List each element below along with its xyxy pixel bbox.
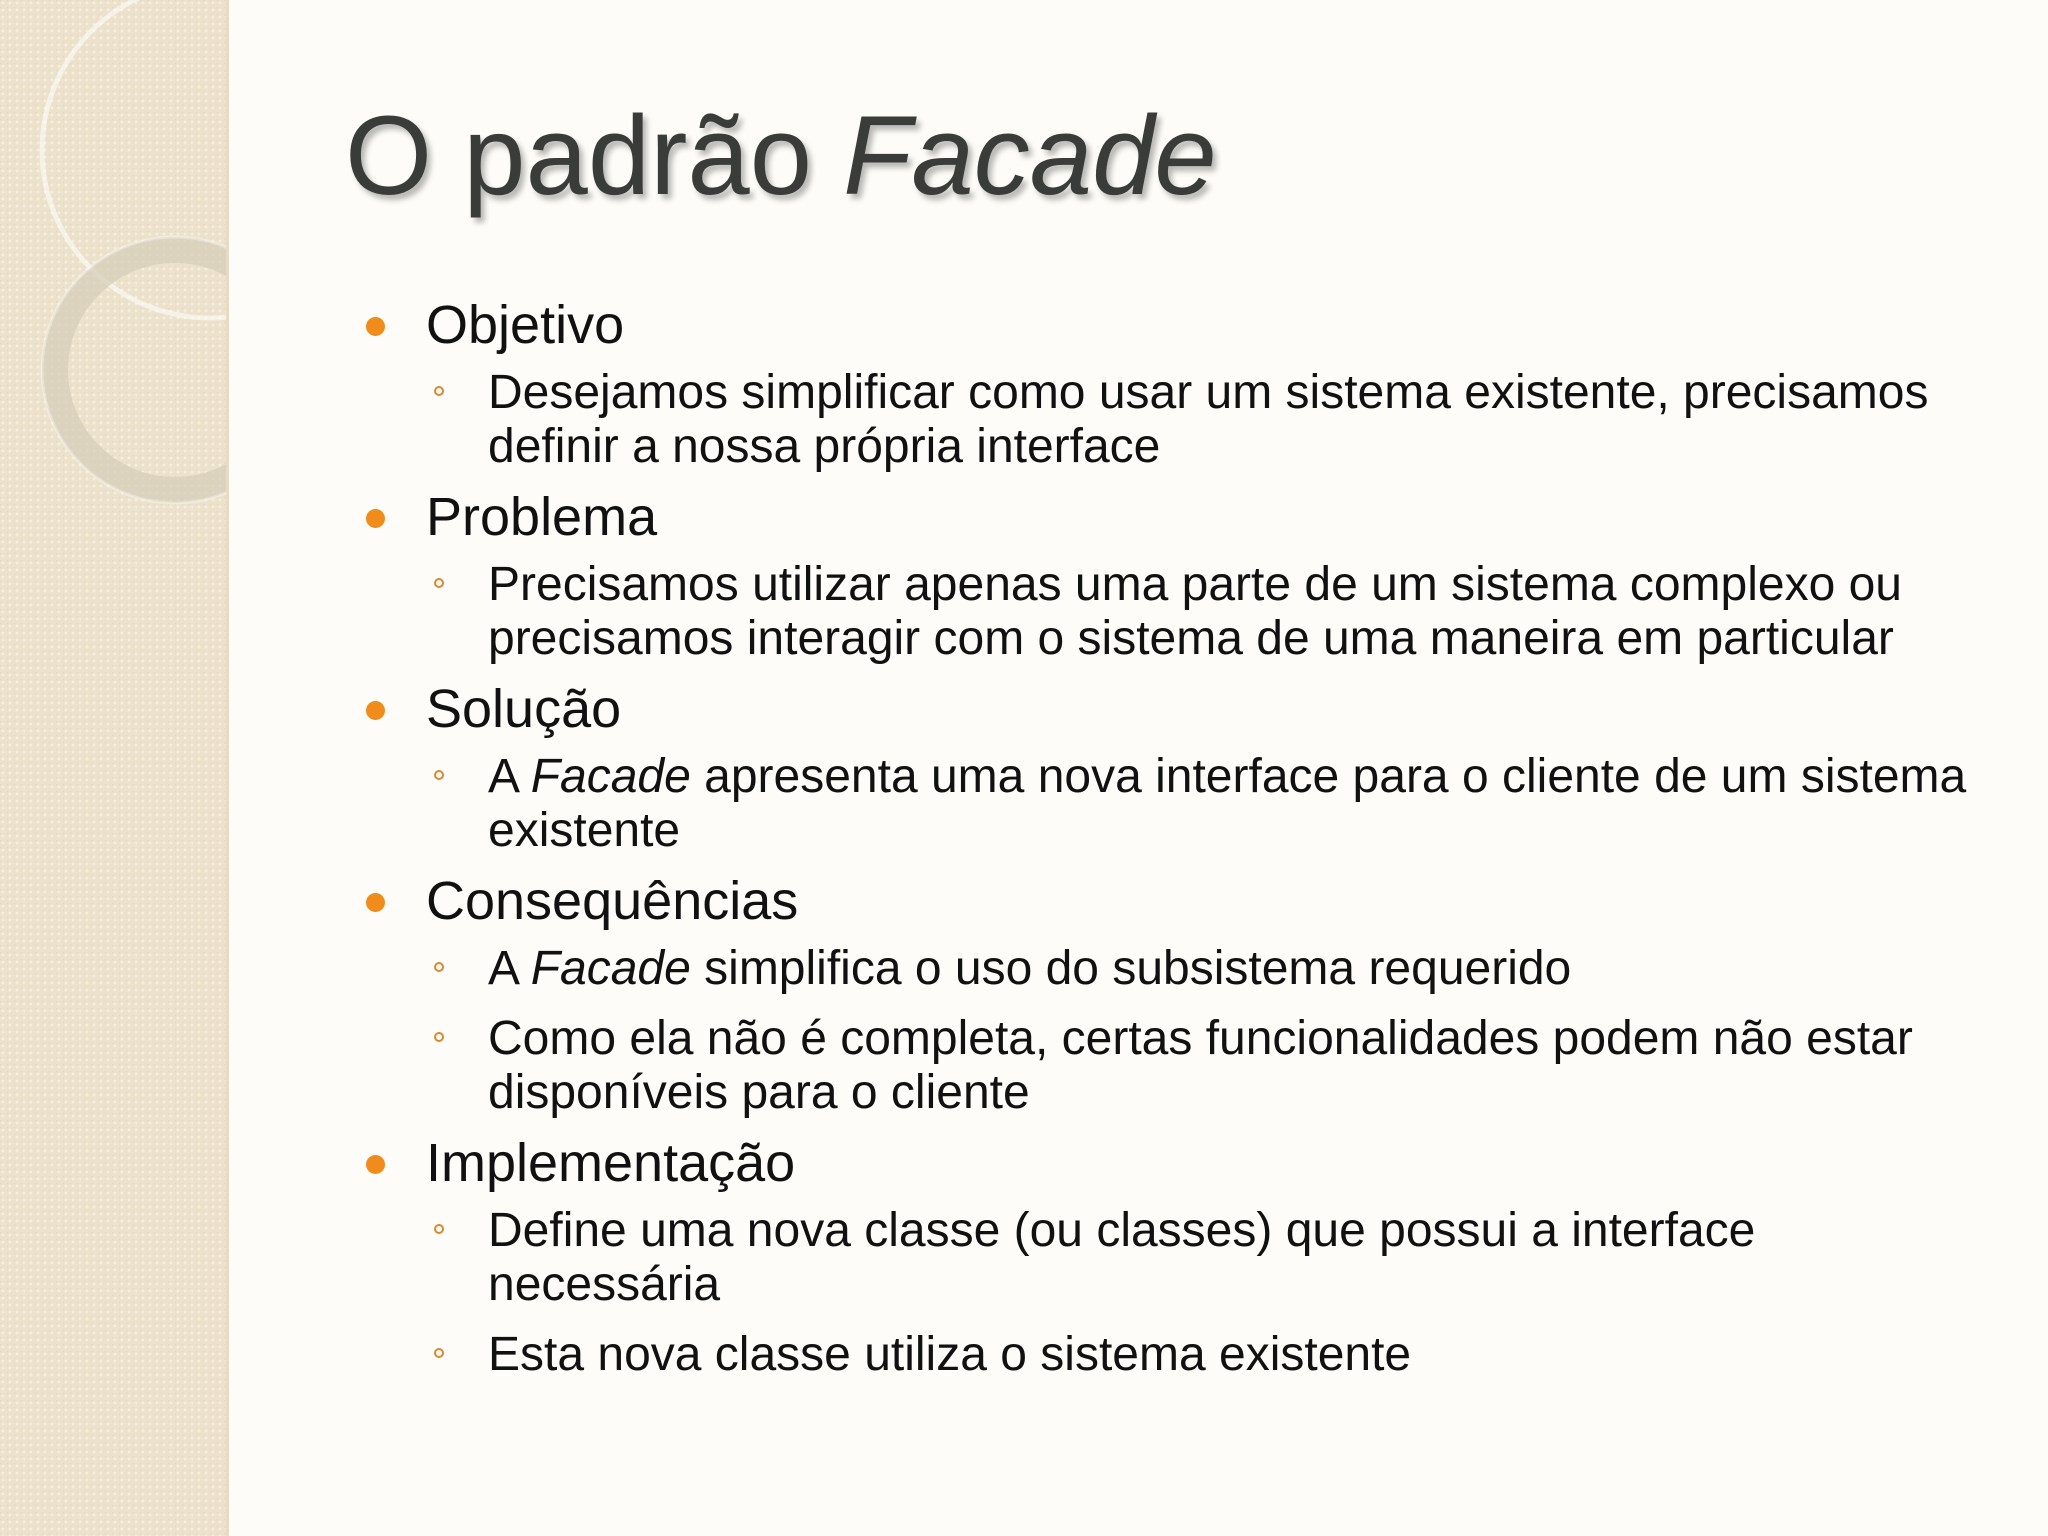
circle-bullet-icon bbox=[434, 962, 444, 972]
sub-list bbox=[426, 750, 2000, 858]
circle-bullet-icon bbox=[434, 1224, 444, 1234]
circle-bullet-icon bbox=[434, 578, 444, 588]
sub-point bbox=[426, 750, 2000, 858]
sub-list bbox=[426, 558, 2000, 666]
sub-point-italic: Facade bbox=[530, 942, 691, 995]
sub-point-text: Precisamos utilizar apenas uma parte de um sistema complexo ou precisamos interagir com o sistema de uma maneira em particular bbox=[488, 558, 1902, 665]
section-heading: Implementação bbox=[426, 1133, 796, 1193]
section-solucao bbox=[360, 676, 2000, 858]
sub-point-text: Define uma nova classe (ou classes) que possui a interface necessária bbox=[488, 1204, 1756, 1311]
orange-bullet-icon bbox=[366, 509, 385, 528]
sub-point bbox=[426, 1328, 2000, 1382]
sub-point-text: Esta nova classe utiliza o sistema existente bbox=[488, 1328, 1412, 1381]
orange-bullet-icon bbox=[366, 1155, 385, 1174]
section-objetivo bbox=[360, 292, 2000, 474]
section-heading: Problema bbox=[426, 487, 658, 547]
circle-bullet-icon bbox=[434, 1348, 444, 1358]
title-text: O padrão bbox=[345, 93, 844, 218]
sub-point-text: Desejamos simplificar como usar um sistema existente, precisamos definir a nossa própria interface bbox=[488, 366, 1929, 473]
title-italic: Facade bbox=[843, 93, 1217, 218]
sub-list bbox=[426, 366, 2000, 474]
section-problema bbox=[360, 484, 2000, 666]
section-heading: Solução bbox=[426, 679, 622, 739]
decorative-rings bbox=[0, 0, 228, 560]
circle-bullet-icon bbox=[434, 1032, 444, 1042]
side-band-edge bbox=[226, 0, 229, 1536]
section-consequencias bbox=[360, 868, 2000, 1120]
sub-point bbox=[426, 1204, 2000, 1312]
section-implementacao bbox=[360, 1130, 2000, 1382]
sub-point-rest: simplifica o uso do subsistema requerido bbox=[690, 942, 1572, 995]
orange-bullet-icon bbox=[366, 701, 385, 720]
sub-point-prefix: A bbox=[488, 750, 531, 803]
section-heading: Consequências bbox=[426, 871, 799, 931]
decorative-side-band bbox=[0, 0, 228, 1536]
orange-bullet-icon bbox=[366, 893, 385, 912]
circle-bullet-icon bbox=[434, 386, 444, 396]
sub-point bbox=[426, 366, 2000, 474]
sub-point bbox=[426, 1012, 2000, 1120]
sub-point bbox=[426, 942, 2000, 996]
slide-title bbox=[345, 92, 1217, 221]
circle-bullet-icon bbox=[434, 770, 444, 780]
sub-list bbox=[426, 1204, 2000, 1382]
sub-point bbox=[426, 558, 2000, 666]
sub-point-prefix: A bbox=[488, 942, 531, 995]
sub-point-italic: Facade bbox=[530, 750, 691, 803]
section-heading: Objetivo bbox=[426, 295, 625, 355]
sub-point-text: Como ela não é completa, certas funcionalidades podem não estar disponíveis para o cliente bbox=[488, 1012, 1913, 1119]
sub-point-rest: apresenta uma nova interface para o cliente de um sistema existente bbox=[488, 750, 1967, 857]
orange-bullet-icon bbox=[366, 317, 385, 336]
bullet-list bbox=[360, 292, 2000, 1384]
sub-list bbox=[426, 942, 2000, 1120]
